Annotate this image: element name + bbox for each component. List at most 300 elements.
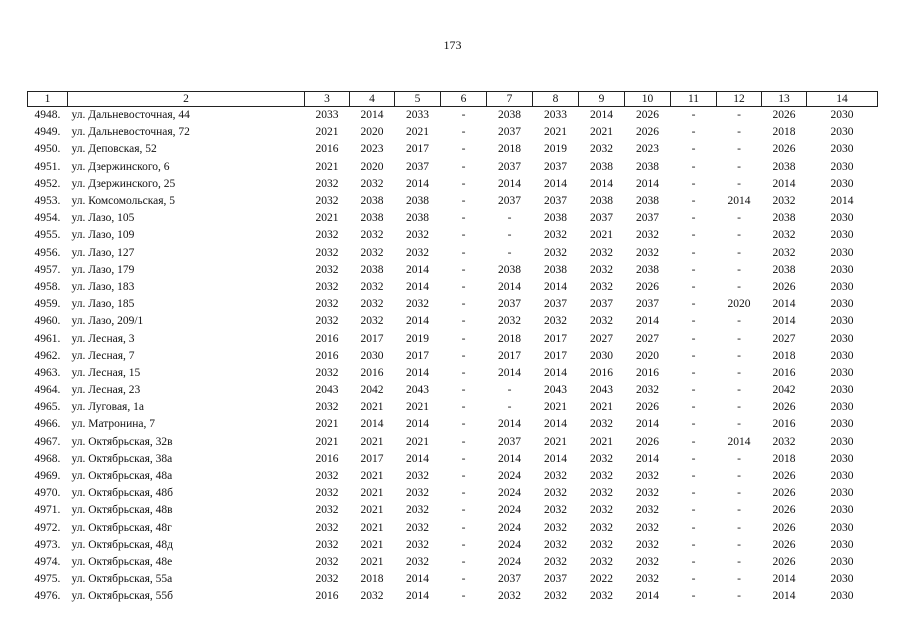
year-cell: 2042 — [772, 384, 796, 397]
year-cell: - — [737, 538, 741, 551]
year-cell: - — [507, 229, 512, 242]
year-cell: 2020 — [360, 160, 384, 173]
year-cell: - — [691, 160, 696, 173]
year-cell: 2032 — [315, 366, 339, 379]
table-row — [28, 313, 878, 330]
year-cell: 2014 — [498, 418, 521, 431]
year-cell: 2043 — [406, 384, 429, 397]
year-cell: 2017 — [498, 349, 521, 362]
year-cell: - — [691, 452, 696, 465]
year-cell: - — [737, 452, 741, 465]
year-cell: 2018 — [360, 573, 384, 586]
address-cell: ул. Дзержинского, 6 — [71, 160, 170, 173]
year-cell: - — [691, 332, 696, 345]
year-cell: 2032 — [590, 521, 613, 534]
year-cell: 2027 — [590, 332, 613, 345]
year-cell: - — [691, 401, 696, 414]
year-cell: 2032 — [406, 555, 429, 568]
year-cell: - — [691, 366, 696, 379]
column-header-6: 6 — [441, 92, 487, 107]
year-cell: 2021 — [590, 229, 613, 242]
year-cell: 2032 — [772, 246, 796, 259]
year-cell: 2032 — [590, 263, 613, 276]
row-number: 4960. — [34, 315, 61, 328]
year-cell: 2037 — [498, 195, 521, 208]
year-cell: 2038 — [406, 212, 429, 225]
year-cell: 2023 — [636, 143, 659, 156]
year-cell: 2030 — [830, 246, 854, 259]
column-header-14: 14 — [807, 92, 878, 107]
year-cell: 2021 — [544, 435, 567, 448]
year-cell: 2026 — [772, 143, 796, 156]
year-cell: - — [461, 229, 466, 242]
row-number: 4970. — [34, 487, 61, 500]
year-cell: 2030 — [830, 590, 854, 603]
row-number: 4974. — [34, 555, 61, 568]
year-cell: 2030 — [830, 143, 854, 156]
year-cell: 2014 — [360, 418, 384, 431]
year-cell: - — [461, 315, 466, 328]
year-cell: - — [737, 418, 741, 431]
year-cell: 2030 — [830, 332, 854, 345]
year-cell: - — [691, 246, 696, 259]
column-header-3: 3 — [305, 92, 350, 107]
year-cell: 2032 — [590, 452, 613, 465]
year-cell: 2027 — [772, 332, 796, 345]
row-number: 4953. — [34, 195, 61, 208]
year-cell: 2014 — [498, 452, 521, 465]
address-cell: ул. Октябрьская, 48д — [71, 538, 173, 551]
table-row — [28, 502, 878, 519]
year-cell: 2032 — [406, 298, 429, 311]
year-cell: - — [737, 212, 741, 225]
year-cell: 2018 — [772, 126, 796, 139]
year-cell: - — [461, 246, 466, 259]
table-row — [28, 571, 878, 588]
year-cell: 2037 — [544, 573, 567, 586]
address-cell: ул. Лазо, 209/1 — [71, 315, 144, 328]
table-row — [28, 554, 878, 571]
year-cell: - — [737, 573, 741, 586]
year-cell: - — [691, 195, 696, 208]
year-cell: 2030 — [830, 538, 854, 551]
year-cell: 2030 — [830, 298, 854, 311]
year-cell: - — [691, 315, 696, 328]
year-cell: - — [691, 521, 696, 534]
table-row — [28, 416, 878, 433]
year-cell: 2032 — [636, 573, 659, 586]
year-cell: 2038 — [360, 195, 384, 208]
year-cell: 2032 — [406, 504, 429, 517]
year-cell: - — [461, 384, 466, 397]
year-cell: 2032 — [636, 487, 659, 500]
year-cell: 2032 — [544, 590, 567, 603]
year-cell: 2014 — [406, 315, 429, 328]
year-cell: 2021 — [315, 126, 339, 139]
table-row — [28, 330, 878, 347]
table-row — [28, 210, 878, 227]
table-row — [28, 451, 878, 468]
year-cell: 2032 — [315, 263, 339, 276]
year-cell: 2014 — [406, 280, 429, 293]
column-header-8: 8 — [533, 92, 579, 107]
year-cell: 2037 — [544, 160, 567, 173]
year-cell: - — [691, 298, 696, 311]
year-cell: 2030 — [830, 280, 854, 293]
year-cell: 2021 — [315, 435, 339, 448]
year-cell: 2032 — [406, 229, 429, 242]
year-cell: - — [737, 160, 741, 173]
year-cell: 2030 — [830, 212, 854, 225]
year-cell: 2032 — [590, 590, 613, 603]
year-cell: 2030 — [830, 487, 854, 500]
year-cell: - — [691, 418, 696, 431]
year-cell: 2032 — [590, 538, 613, 551]
year-cell: - — [461, 126, 466, 139]
year-cell: 2021 — [360, 538, 384, 551]
year-cell: 2026 — [772, 487, 796, 500]
year-cell: 2014 — [772, 177, 796, 190]
year-cell: 2043 — [315, 384, 339, 397]
table-row — [28, 520, 878, 537]
year-cell: 2021 — [315, 160, 339, 173]
column-header-1: 1 — [28, 92, 68, 107]
year-cell: 2032 — [360, 315, 384, 328]
year-cell: 2032 — [315, 177, 339, 190]
address-cell: ул. Лазо, 183 — [71, 280, 135, 293]
year-cell: 2030 — [830, 435, 854, 448]
year-cell: 2038 — [772, 160, 796, 173]
year-cell: 2021 — [360, 435, 384, 448]
year-cell: 2043 — [544, 384, 567, 397]
row-number: 4969. — [34, 470, 61, 483]
row-number: 4968. — [34, 452, 61, 465]
year-cell: - — [691, 555, 696, 568]
year-cell: - — [737, 177, 741, 190]
year-cell: 2037 — [498, 573, 521, 586]
table-row — [28, 537, 878, 554]
year-cell: - — [461, 435, 466, 448]
year-cell: - — [507, 212, 512, 225]
year-cell: - — [737, 504, 741, 517]
year-cell: 2019 — [406, 332, 429, 345]
year-cell: - — [461, 521, 466, 534]
year-cell: - — [691, 504, 696, 517]
row-number: 4967. — [34, 435, 61, 448]
row-number: 4973. — [34, 538, 61, 551]
year-cell: 2032 — [544, 504, 567, 517]
year-cell: 2032 — [636, 229, 659, 242]
address-cell: ул. Октябрьская, 48е — [71, 555, 173, 568]
year-cell: 2020 — [360, 126, 384, 139]
year-cell: - — [461, 452, 466, 465]
year-cell: - — [461, 349, 466, 362]
year-cell: - — [737, 487, 741, 500]
year-cell: 2032 — [590, 246, 613, 259]
year-cell: 2017 — [360, 452, 384, 465]
year-cell: - — [461, 263, 466, 276]
year-cell: 2019 — [544, 143, 567, 156]
year-cell: - — [461, 298, 466, 311]
year-cell: 2032 — [544, 487, 567, 500]
year-cell: 2038 — [772, 212, 796, 225]
year-cell: 2032 — [498, 590, 521, 603]
year-cell: 2014 — [727, 195, 751, 208]
year-cell: 2026 — [772, 521, 796, 534]
address-cell: ул. Дзержинского, 25 — [71, 177, 176, 190]
year-cell: 2030 — [830, 366, 854, 379]
year-cell: 2014 — [636, 452, 659, 465]
year-cell: 2026 — [636, 109, 659, 122]
year-cell: 2016 — [590, 366, 613, 379]
address-cell: ул. Матронина, 7 — [71, 418, 155, 431]
row-number: 4956. — [34, 246, 61, 259]
address-cell: ул. Октябрьская, 48в — [71, 504, 173, 517]
year-cell: 2014 — [772, 315, 796, 328]
address-cell: ул. Октябрьская, 55а — [71, 573, 173, 586]
table-header — [28, 92, 878, 107]
year-cell: - — [691, 280, 696, 293]
year-cell: 2024 — [498, 504, 521, 517]
year-cell: - — [737, 590, 741, 603]
row-number: 4966. — [34, 418, 61, 431]
year-cell: 2032 — [772, 195, 796, 208]
year-cell: 2017 — [406, 143, 429, 156]
year-cell: 2032 — [590, 143, 613, 156]
row-number: 4949. — [34, 126, 61, 139]
year-cell: 2014 — [636, 315, 659, 328]
year-cell: 2030 — [830, 263, 854, 276]
address-cell: ул. Лазо, 179 — [71, 263, 135, 276]
address-cell: ул. Лесная, 23 — [71, 384, 141, 397]
table-row — [28, 176, 878, 193]
year-cell: 2038 — [544, 212, 567, 225]
year-cell: 2032 — [406, 470, 429, 483]
year-cell: - — [461, 573, 466, 586]
year-cell: - — [737, 384, 741, 397]
column-header-4: 4 — [350, 92, 395, 107]
year-cell: 2037 — [406, 160, 429, 173]
year-cell: - — [461, 401, 466, 414]
year-cell: 2024 — [498, 521, 521, 534]
year-cell: 2017 — [360, 332, 384, 345]
year-cell: - — [461, 504, 466, 517]
year-cell: 2037 — [498, 435, 521, 448]
table-row — [28, 107, 878, 125]
year-cell: 2038 — [360, 212, 384, 225]
year-cell: 2030 — [360, 349, 384, 362]
table-row — [28, 279, 878, 296]
year-cell: 2024 — [498, 470, 521, 483]
address-cell: ул. Октябрьская, 55б — [71, 590, 173, 603]
year-cell: 2026 — [772, 401, 796, 414]
address-cell: ул. Октябрьская, 48а — [71, 470, 173, 483]
year-cell: - — [691, 487, 696, 500]
year-cell: 2016 — [315, 590, 339, 603]
year-cell: - — [737, 229, 741, 242]
year-cell: 2026 — [772, 504, 796, 517]
table-row — [28, 227, 878, 244]
table-row — [28, 399, 878, 416]
year-cell: 2032 — [636, 384, 659, 397]
year-cell: 2030 — [830, 109, 854, 122]
year-cell: 2014 — [406, 177, 429, 190]
year-cell: 2014 — [406, 590, 429, 603]
year-cell: - — [737, 555, 741, 568]
year-cell: 2038 — [590, 195, 613, 208]
year-cell: 2038 — [544, 263, 567, 276]
year-cell: - — [461, 487, 466, 500]
address-cell: ул. Деповская, 52 — [71, 143, 157, 156]
year-cell: 2032 — [315, 315, 339, 328]
row-number: 4957. — [34, 263, 61, 276]
year-cell: 2032 — [544, 538, 567, 551]
table-row — [28, 348, 878, 365]
row-number: 4964. — [34, 384, 61, 397]
year-cell: 2032 — [772, 435, 796, 448]
year-cell: 2032 — [360, 177, 384, 190]
address-cell: ул. Октябрьская, 48б — [71, 487, 173, 500]
year-cell: 2032 — [315, 504, 339, 517]
year-cell: 2014 — [406, 452, 429, 465]
year-cell: 2014 — [544, 418, 567, 431]
year-cell: 2032 — [544, 229, 567, 242]
address-cell: ул. Дальневосточная, 44 — [71, 109, 190, 122]
year-cell: 2030 — [830, 401, 854, 414]
year-cell: 2014 — [772, 298, 796, 311]
year-cell: 2032 — [360, 229, 384, 242]
year-cell: 2032 — [636, 555, 659, 568]
table-row — [28, 296, 878, 313]
year-cell: 2030 — [830, 452, 854, 465]
year-cell: 2016 — [772, 418, 796, 431]
year-cell: 2042 — [360, 384, 384, 397]
year-cell: 2021 — [590, 126, 613, 139]
year-cell: 2032 — [315, 280, 339, 293]
table-row — [28, 159, 878, 176]
year-cell: 2020 — [727, 298, 751, 311]
year-cell: - — [461, 280, 466, 293]
table-row — [28, 365, 878, 382]
year-cell: 2032 — [360, 590, 384, 603]
column-header-5: 5 — [395, 92, 441, 107]
year-cell: 2018 — [498, 143, 521, 156]
year-cell: 2021 — [360, 487, 384, 500]
year-cell: 2014 — [772, 573, 796, 586]
year-cell: - — [691, 109, 696, 122]
year-cell: 2014 — [544, 177, 567, 190]
year-cell: 2032 — [315, 229, 339, 242]
year-cell: 2038 — [498, 263, 521, 276]
year-cell: 2014 — [406, 418, 429, 431]
year-cell: - — [737, 349, 741, 362]
year-cell: 2030 — [830, 349, 854, 362]
year-cell: - — [737, 470, 741, 483]
year-cell: 2021 — [360, 401, 384, 414]
year-cell: - — [691, 435, 696, 448]
year-cell: 2037 — [590, 298, 613, 311]
year-cell: 2017 — [406, 349, 429, 362]
year-cell: 2030 — [830, 504, 854, 517]
address-cell: ул. Лазо, 127 — [71, 246, 135, 259]
year-cell: - — [691, 470, 696, 483]
year-cell: 2038 — [636, 160, 659, 173]
year-cell: 2021 — [360, 555, 384, 568]
year-cell: 2032 — [636, 246, 659, 259]
year-cell: - — [691, 126, 696, 139]
row-number: 4972. — [34, 521, 61, 534]
year-cell: 2021 — [590, 435, 613, 448]
year-cell: - — [691, 538, 696, 551]
year-cell: 2030 — [830, 521, 854, 534]
year-cell: 2032 — [315, 573, 339, 586]
row-number: 4948. — [34, 109, 61, 122]
year-cell: 2014 — [406, 573, 429, 586]
table-row — [28, 434, 878, 451]
year-cell: 2021 — [406, 126, 429, 139]
year-cell: 2038 — [590, 160, 613, 173]
year-cell: 2032 — [498, 315, 521, 328]
table-row — [28, 193, 878, 210]
year-cell: 2038 — [498, 109, 521, 122]
year-cell: 2022 — [590, 573, 613, 586]
year-cell: - — [691, 384, 696, 397]
row-number: 4952. — [34, 177, 61, 190]
year-cell: 2016 — [315, 349, 339, 362]
year-cell: 2030 — [830, 573, 854, 586]
year-cell: 2030 — [830, 160, 854, 173]
year-cell: - — [507, 401, 512, 414]
year-cell: 2021 — [406, 401, 429, 414]
year-cell: 2032 — [772, 229, 796, 242]
column-header-13: 13 — [762, 92, 807, 107]
year-cell: 2032 — [360, 246, 384, 259]
row-number: 4954. — [34, 212, 61, 225]
year-cell: 2018 — [772, 349, 796, 362]
year-cell: 2016 — [315, 452, 339, 465]
column-header-2: 2 — [68, 92, 305, 107]
column-header-7: 7 — [487, 92, 533, 107]
year-cell: - — [461, 160, 466, 173]
year-cell: 2030 — [830, 555, 854, 568]
year-cell: - — [507, 246, 512, 259]
year-cell: 2032 — [590, 504, 613, 517]
year-cell: 2037 — [544, 298, 567, 311]
year-cell: 2027 — [636, 332, 659, 345]
table-row — [28, 245, 878, 262]
year-cell: 2024 — [498, 538, 521, 551]
year-cell: 2032 — [315, 555, 339, 568]
year-cell: 2016 — [636, 366, 659, 379]
year-cell: 2030 — [590, 349, 613, 362]
column-header-11: 11 — [671, 92, 717, 107]
year-cell: 2033 — [544, 109, 567, 122]
year-cell: 2020 — [636, 349, 659, 362]
year-cell: 2037 — [636, 298, 659, 311]
year-cell: 2021 — [544, 126, 567, 139]
year-cell: - — [461, 366, 466, 379]
year-cell: 2014 — [544, 280, 567, 293]
year-cell: 2030 — [830, 470, 854, 483]
year-cell: 2014 — [360, 109, 384, 122]
year-cell: 2014 — [636, 418, 659, 431]
year-cell: 2026 — [772, 538, 796, 551]
year-cell: 2026 — [772, 555, 796, 568]
year-cell: 2017 — [544, 349, 567, 362]
year-cell: 2032 — [315, 401, 339, 414]
year-cell: 2038 — [360, 263, 384, 276]
year-cell: 2016 — [315, 143, 339, 156]
